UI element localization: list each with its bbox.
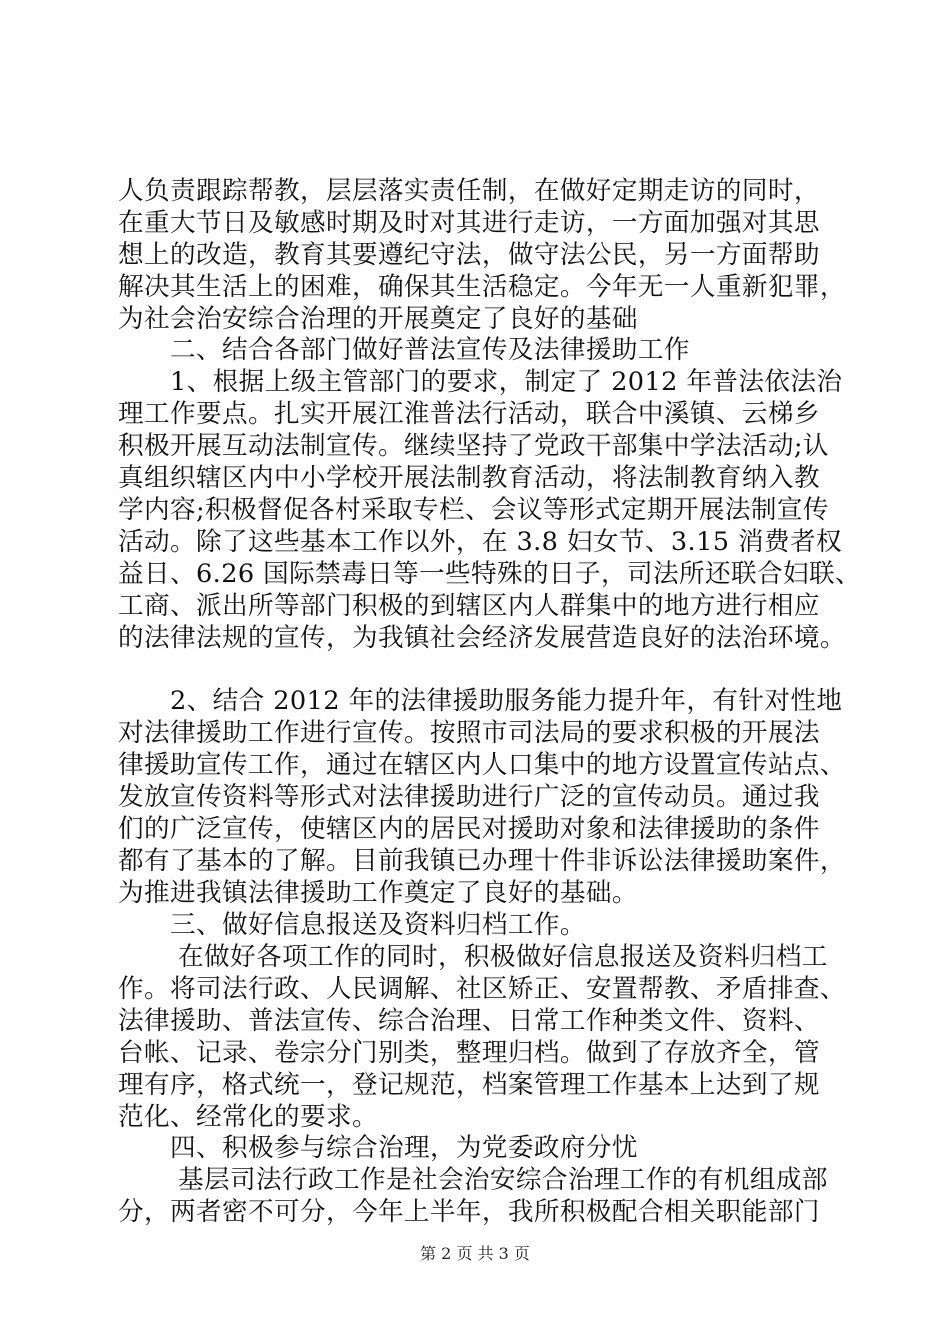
text-line: 解决其生活上的困难，确保其生活稳定。今年无一人重新犯罪，	[118, 272, 846, 302]
text-line: 分，两者密不可分，今年上半年，我所积极配合相关职能部门	[118, 1197, 820, 1227]
text-line: 人负责跟踪帮教，层层落实责任制，在做好定期走访的同时，	[118, 176, 820, 206]
paragraph-start: 在做好各项工作的同时，积极做好信息报送及资料归档工	[178, 942, 828, 972]
text-line: 作。将司法行政、人民调解、社区矫正、安置帮教、矛盾排查、	[118, 974, 846, 1004]
text-line: 活动。除了这些基本工作以外，在 3.8 妇女节、3.15 消费者权	[118, 527, 842, 557]
text-line: 范化、经常化的要求。	[118, 1102, 378, 1132]
text-line: 益日、6.26 国际禁毒日等一些特殊的日子，司法所还联合妇联、	[118, 559, 861, 589]
text-line: 为社会治安综合治理的开展奠定了良好的基础	[118, 304, 638, 334]
section-heading: 二、结合各部门做好普法宣传及法律援助工作	[170, 335, 690, 365]
text-line: 台帐、记录、卷宗分门别类，整理归档。做到了存放齐全，管	[118, 1038, 820, 1068]
text-line: 的法律法规的宣传，为我镇社会经济发展营造良好的法治环境。	[118, 623, 846, 653]
text-line: 理工作要点。扎实开展江淮普法行活动，联合中溪镇、云梯乡	[118, 399, 820, 429]
text-line: 们的广泛宣传，使辖区内的居民对援助对象和法律援助的条件	[118, 814, 820, 844]
text-line: 法律援助、普法宣传、综合治理、日常工作种类文件、资料、	[118, 1006, 820, 1036]
text-line: 对法律援助工作进行宣传。按照市司法局的要求积极的开展法	[118, 718, 820, 748]
text-line: 在重大节日及敏感时期及时对其进行走访，一方面加强对其思	[118, 208, 820, 238]
text-line: 学内容;积极督促各村采取专栏、会议等形式定期开展法制宣传	[118, 495, 829, 525]
section-heading: 四、积极参与综合治理，为党委政府分忧	[170, 1133, 638, 1163]
page-number-footer: 第 2 页 共 3 页	[420, 1244, 530, 1263]
section-heading: 三、做好信息报送及资料归档工作。	[170, 910, 586, 940]
text-line: 积极开展互动法制宣传。继续坚持了党政干部集中学法活动;认	[118, 431, 829, 461]
text-line: 想上的改造，教育其要遵纪守法，做守法公民，另一方面帮助	[118, 240, 820, 270]
text-line: 发放宣传资料等形式对法律援助进行广泛的宣传动员。通过我	[118, 782, 820, 812]
paragraph-start: 2、结合 2012 年的法律援助服务能力提升年，有针对性地	[170, 686, 843, 716]
text-line: 工商、派出所等部门积极的到辖区内人群集中的地方进行相应	[118, 591, 820, 621]
text-line: 理有序，格式统一，登记规范，档案管理工作基本上达到了规	[118, 1070, 820, 1100]
paragraph-start: 1、根据上级主管部门的要求，制定了 2012 年普法依法治	[170, 367, 843, 397]
text-line: 真组织辖区内中小学校开展法制教育活动，将法制教育纳入教	[118, 463, 820, 493]
text-line: 为推进我镇法律援助工作奠定了良好的基础。	[118, 878, 638, 908]
text-line: 都有了基本的了解。目前我镇已办理十件非诉讼法律援助案件，	[118, 846, 846, 876]
paragraph-start: 基层司法行政工作是社会治安综合治理工作的有机组成部	[178, 1165, 828, 1195]
text-line: 律援助宣传工作，通过在辖区内人口集中的地方设置宣传站点、	[118, 750, 846, 780]
